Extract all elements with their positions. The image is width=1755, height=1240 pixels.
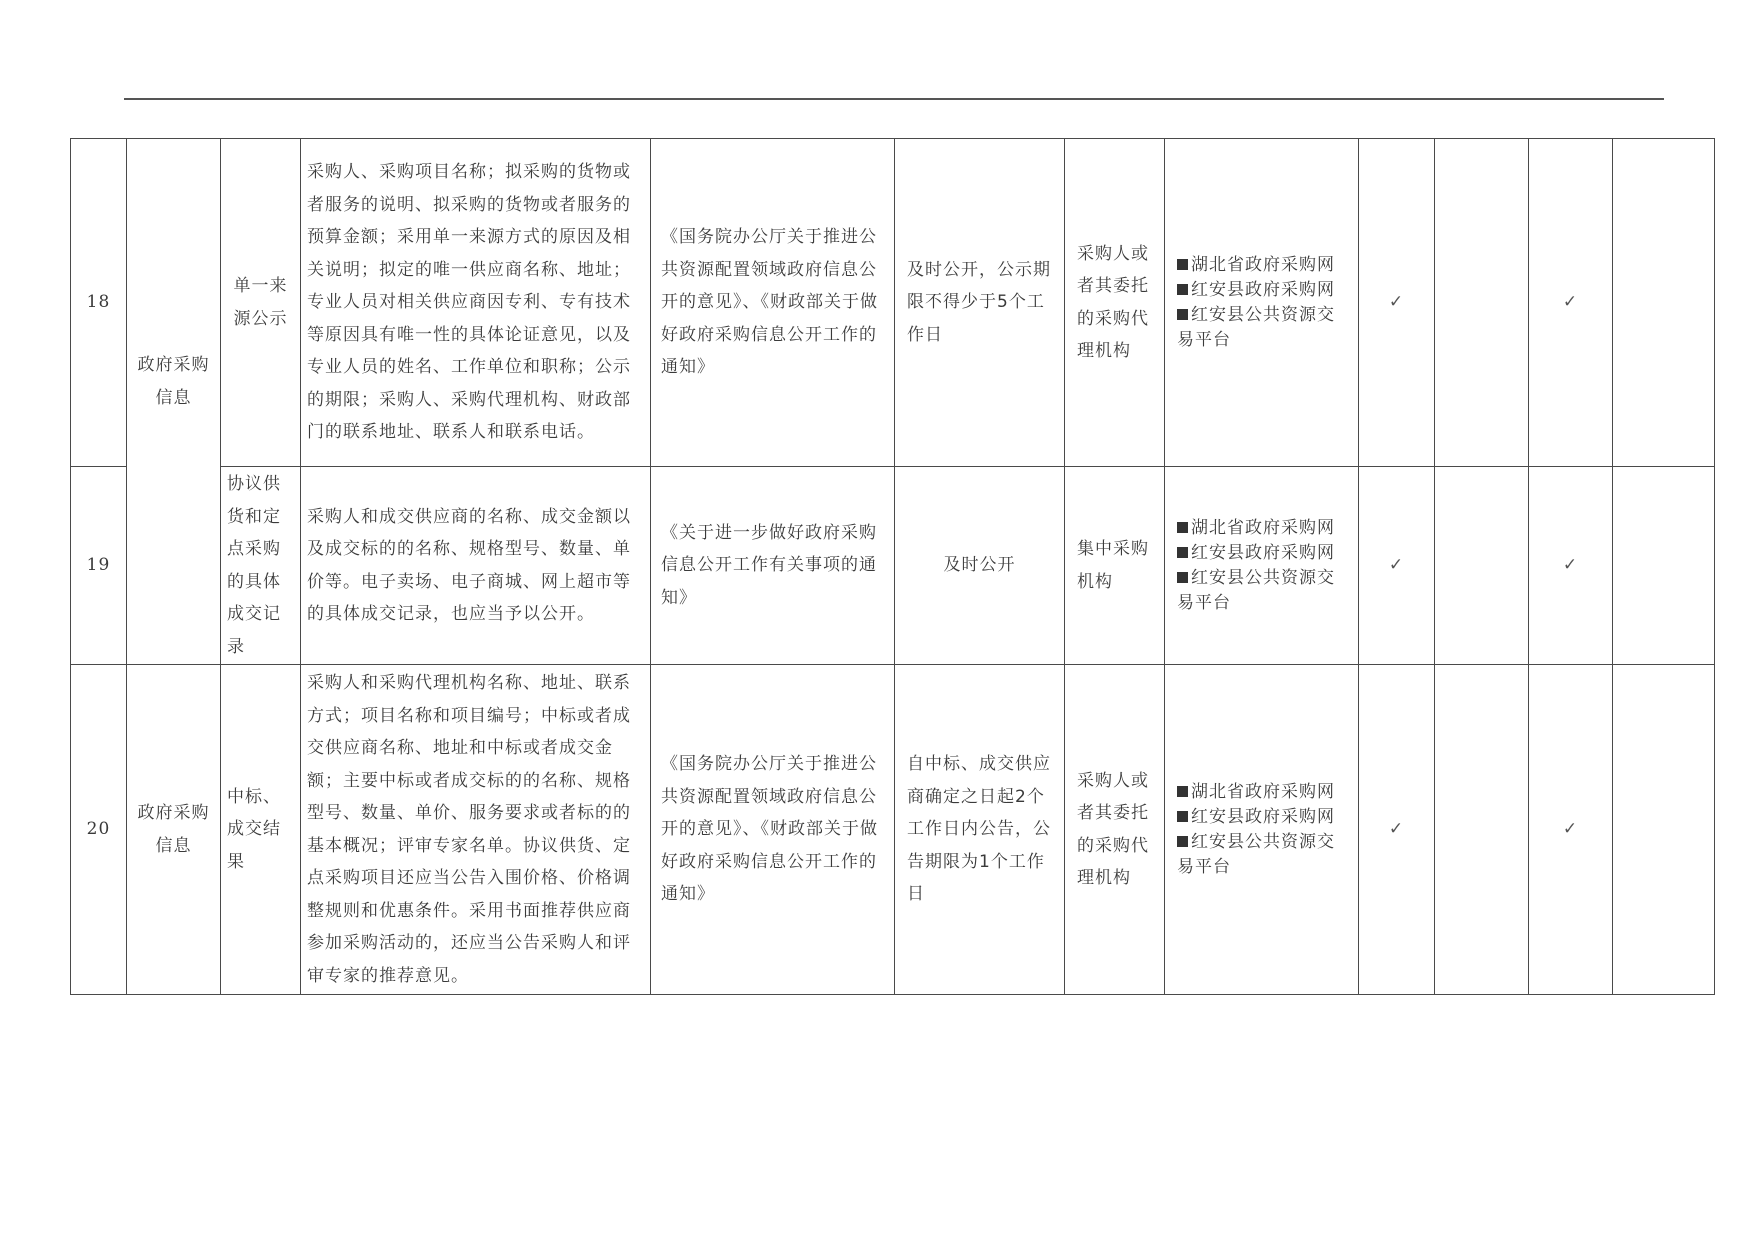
category-cell (127, 139, 221, 665)
platform-item: 红安县政府采购网 (1177, 278, 1346, 303)
header-rule (124, 98, 1664, 100)
item-cell: 单一来源公示 (221, 139, 301, 467)
platform-item: 红安县政府采购网 (1177, 541, 1346, 566)
platform-item: 湖北省政府采购网 (1177, 253, 1346, 278)
empty-cell (1435, 467, 1529, 665)
platform-item: 红安县政府采购网 (1177, 805, 1346, 830)
basis-cell: 《国务院办公厅关于推进公共资源配置领域政府信息公开的意见》、《财政部关于做好政府采购信息公开工作的通知》 (651, 139, 895, 467)
time-cell: 自中标、成交供应商确定之日起2个工作日内公告，公告期限为1个工作日 (895, 665, 1065, 995)
empty-cell (1613, 139, 1715, 467)
platform-item: 湖北省政府采购网 (1177, 780, 1346, 805)
row-number: 20 (71, 665, 127, 995)
check-mark-icon: ✓ (1359, 139, 1435, 467)
table-row (71, 665, 1715, 995)
square-bullet-icon (1177, 309, 1188, 320)
time-cell: 及时公开 (895, 467, 1065, 665)
subject-cell: 采购人或者其委托的采购代理机构 (1065, 139, 1165, 467)
content-cell: 采购人和成交供应商的名称、成交金额以及成交标的的名称、规格型号、数量、单价等。电子卖场、电子商城、网上超市等的具体成交记录，也应当予以公开。 (301, 467, 651, 665)
square-bullet-icon (1177, 547, 1188, 558)
basis-cell: 《关于进一步做好政府采购信息公开工作有关事项的通知》 (651, 467, 895, 665)
empty-cell (1613, 467, 1715, 665)
empty-cell (1613, 665, 1715, 995)
table-row (71, 139, 1715, 467)
item-cell: 协议供货和定点采购的具体成交记录 (221, 467, 301, 665)
platform-item: 红安县公共资源交易平台 (1177, 831, 1335, 877)
empty-cell (1435, 139, 1529, 467)
check-mark-icon: ✓ (1529, 665, 1613, 995)
category-text: 政府采购信息 (137, 355, 210, 408)
platforms-cell (1165, 467, 1359, 665)
square-bullet-icon (1177, 259, 1188, 270)
platform-item: 红安县公共资源交易平台 (1177, 304, 1335, 350)
table-row (71, 467, 1715, 665)
content-cell: 采购人和采购代理机构名称、地址、联系方式；项目名称和项目编号；中标或者成交供应商名称、地址和中标或者成交金额；主要中标或者成交标的的名称、规格型号、数量、单价、服务要求或者标的的基本概况；评审专家名单。协议供货、定点采购项目还应当公告入围价格、价格调整规则和优惠条件。采用书面推荐供应商参加采购活动的，还应当公告采购人和评审专家的推荐意见。 (301, 665, 651, 995)
square-bullet-icon (1177, 786, 1188, 797)
time-cell: 及时公开，公示期限不得少于5个工作日 (895, 139, 1065, 467)
check-mark-icon: ✓ (1529, 139, 1613, 467)
row-number: 19 (71, 467, 127, 665)
check-mark-icon: ✓ (1359, 665, 1435, 995)
platform-item: 红安县公共资源交易平台 (1177, 567, 1335, 613)
subject-cell: 集中采购机构 (1065, 467, 1165, 665)
square-bullet-icon (1177, 572, 1188, 583)
square-bullet-icon (1177, 836, 1188, 847)
item-cell: 中标、成交结果 (221, 665, 301, 995)
basis-cell: 《国务院办公厅关于推进公共资源配置领域政府信息公开的意见》、《财政部关于做好政府采购信息公开工作的通知》 (651, 665, 895, 995)
square-bullet-icon (1177, 811, 1188, 822)
empty-cell (1435, 665, 1529, 995)
platforms-cell (1165, 139, 1359, 467)
category-cell: 政府采购信息 (127, 665, 221, 995)
content-cell: 采购人、采购项目名称；拟采购的货物或者服务的说明、拟采购的货物或者服务的预算金额；采用单一来源方式的原因及相关说明；拟定的唯一供应商名称、地址；专业人员对相关供应商因专利、专有技术等原因具有唯一性的具体论证意见，以及专业人员的姓名、工作单位和职称；公示的期限；采购人、采购代理机构、财政部门的联系地址、联系人和联系电话。 (301, 139, 651, 467)
platforms-cell (1165, 665, 1359, 995)
check-mark-icon: ✓ (1359, 467, 1435, 665)
check-mark-icon: ✓ (1529, 467, 1613, 665)
square-bullet-icon (1177, 284, 1188, 295)
platform-item: 湖北省政府采购网 (1177, 516, 1346, 541)
disclosure-table (70, 138, 1715, 995)
subject-cell: 采购人或者其委托的采购代理机构 (1065, 665, 1165, 995)
row-number: 18 (71, 139, 127, 467)
square-bullet-icon (1177, 522, 1188, 533)
